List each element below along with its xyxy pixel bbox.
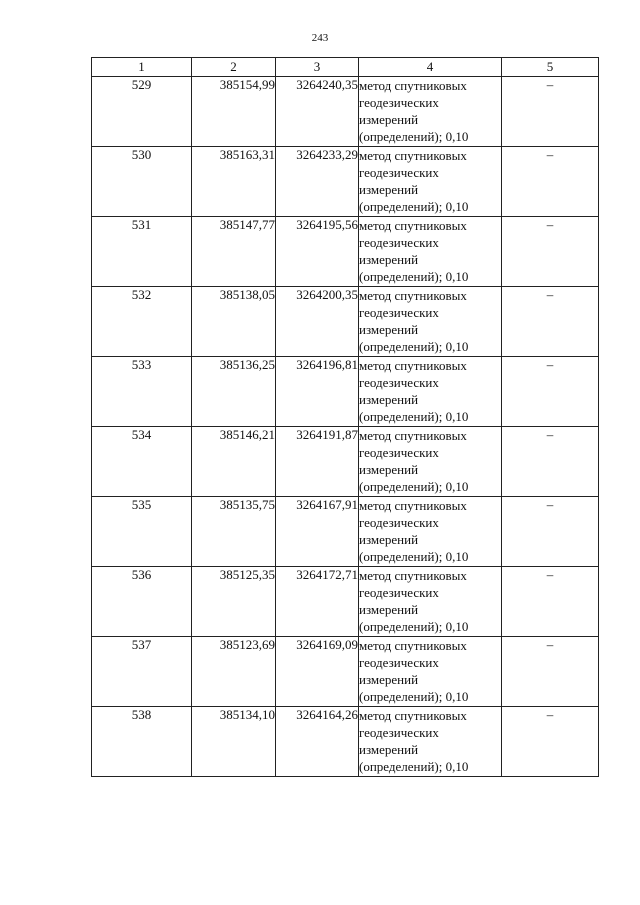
- method-line: (определений); 0,10: [359, 409, 469, 424]
- point-number: 536: [92, 567, 192, 637]
- x-coordinate: 385147,77: [192, 217, 276, 287]
- x-coordinate: 385136,25: [192, 357, 276, 427]
- method-line: измерений: [359, 672, 419, 687]
- table-row: [92, 217, 599, 287]
- table-header-row: [92, 58, 599, 77]
- method-line: метод спутниковых: [359, 358, 467, 373]
- point-number: 533: [92, 357, 192, 427]
- table-row: [92, 567, 599, 637]
- y-coordinate: 3264172,71: [276, 567, 359, 637]
- y-coordinate: 3264167,91: [276, 497, 359, 567]
- method-line: геодезических: [359, 165, 439, 180]
- method-line: геодезических: [359, 585, 439, 600]
- x-coordinate: 385154,99: [192, 77, 276, 147]
- column-5-value: –: [502, 707, 599, 777]
- table-row: [92, 497, 599, 567]
- method-line: (определений); 0,10: [359, 759, 469, 774]
- table-body: [92, 77, 599, 777]
- column-5-value: –: [502, 287, 599, 357]
- method-cell: [359, 497, 502, 567]
- x-coordinate: 385125,35: [192, 567, 276, 637]
- coordinates-table: [91, 57, 599, 777]
- method-line: (определений); 0,10: [359, 199, 469, 214]
- point-number: 535: [92, 497, 192, 567]
- point-number: 532: [92, 287, 192, 357]
- x-coordinate: 385135,75: [192, 497, 276, 567]
- method-line: измерений: [359, 742, 419, 757]
- method-cell: [359, 427, 502, 497]
- method-line: (определений); 0,10: [359, 619, 469, 634]
- column-5-value: –: [502, 77, 599, 147]
- y-coordinate: 3264164,26: [276, 707, 359, 777]
- table-row: [92, 707, 599, 777]
- column-5-value: –: [502, 147, 599, 217]
- method-line: измерений: [359, 322, 419, 337]
- method-cell: [359, 217, 502, 287]
- method-line: (определений); 0,10: [359, 479, 469, 494]
- method-line: метод спутниковых: [359, 498, 467, 513]
- column-5-value: –: [502, 637, 599, 707]
- y-coordinate: 3264240,35: [276, 77, 359, 147]
- table-row: [92, 77, 599, 147]
- method-line: геодезических: [359, 725, 439, 740]
- y-coordinate: 3264191,87: [276, 427, 359, 497]
- method-cell: [359, 287, 502, 357]
- point-number: 531: [92, 217, 192, 287]
- method-line: метод спутниковых: [359, 288, 467, 303]
- column-header-4: 4: [359, 58, 502, 77]
- column-5-value: –: [502, 217, 599, 287]
- page-number: 243: [311, 32, 329, 44]
- method-cell: [359, 567, 502, 637]
- column-header-1: 1: [92, 58, 192, 77]
- point-number: 529: [92, 77, 192, 147]
- method-line: измерений: [359, 252, 419, 267]
- method-line: измерений: [359, 112, 419, 127]
- table-row: [92, 357, 599, 427]
- column-header-3: 3: [276, 58, 359, 77]
- method-line: геодезических: [359, 655, 439, 670]
- method-line: метод спутниковых: [359, 78, 467, 93]
- method-line: метод спутниковых: [359, 638, 467, 653]
- y-coordinate: 3264233,29: [276, 147, 359, 217]
- method-cell: [359, 357, 502, 427]
- method-line: измерений: [359, 182, 419, 197]
- table-row: [92, 287, 599, 357]
- x-coordinate: 385163,31: [192, 147, 276, 217]
- method-line: метод спутниковых: [359, 428, 467, 443]
- point-number: 537: [92, 637, 192, 707]
- column-5-value: –: [502, 497, 599, 567]
- method-line: (определений); 0,10: [359, 689, 469, 704]
- column-header-5: 5: [502, 58, 599, 77]
- method-line: метод спутниковых: [359, 218, 467, 233]
- table-row: [92, 637, 599, 707]
- y-coordinate: 3264196,81: [276, 357, 359, 427]
- y-coordinate: 3264195,56: [276, 217, 359, 287]
- column-5-value: –: [502, 567, 599, 637]
- method-cell: [359, 637, 502, 707]
- column-5-value: –: [502, 427, 599, 497]
- method-line: измерений: [359, 532, 419, 547]
- column-5-value: –: [502, 357, 599, 427]
- point-number: 538: [92, 707, 192, 777]
- point-number: 534: [92, 427, 192, 497]
- x-coordinate: 385134,10: [192, 707, 276, 777]
- x-coordinate: 385146,21: [192, 427, 276, 497]
- method-line: геодезических: [359, 375, 439, 390]
- table-row: [92, 147, 599, 217]
- method-line: измерений: [359, 462, 419, 477]
- method-line: (определений); 0,10: [359, 269, 469, 284]
- method-cell: [359, 707, 502, 777]
- method-line: (определений); 0,10: [359, 549, 469, 564]
- y-coordinate: 3264200,35: [276, 287, 359, 357]
- method-line: измерений: [359, 602, 419, 617]
- x-coordinate: 385123,69: [192, 637, 276, 707]
- method-line: метод спутниковых: [359, 708, 467, 723]
- table-row: [92, 427, 599, 497]
- method-cell: [359, 77, 502, 147]
- x-coordinate: 385138,05: [192, 287, 276, 357]
- method-line: геодезических: [359, 235, 439, 250]
- column-header-2: 2: [192, 58, 276, 77]
- method-line: геодезических: [359, 305, 439, 320]
- method-line: геодезических: [359, 445, 439, 460]
- method-line: геодезических: [359, 95, 439, 110]
- method-line: геодезических: [359, 515, 439, 530]
- method-line: метод спутниковых: [359, 568, 467, 583]
- method-line: метод спутниковых: [359, 148, 467, 163]
- method-cell: [359, 147, 502, 217]
- method-line: (определений); 0,10: [359, 129, 469, 144]
- point-number: 530: [92, 147, 192, 217]
- method-line: измерений: [359, 392, 419, 407]
- method-line: (определений); 0,10: [359, 339, 469, 354]
- y-coordinate: 3264169,09: [276, 637, 359, 707]
